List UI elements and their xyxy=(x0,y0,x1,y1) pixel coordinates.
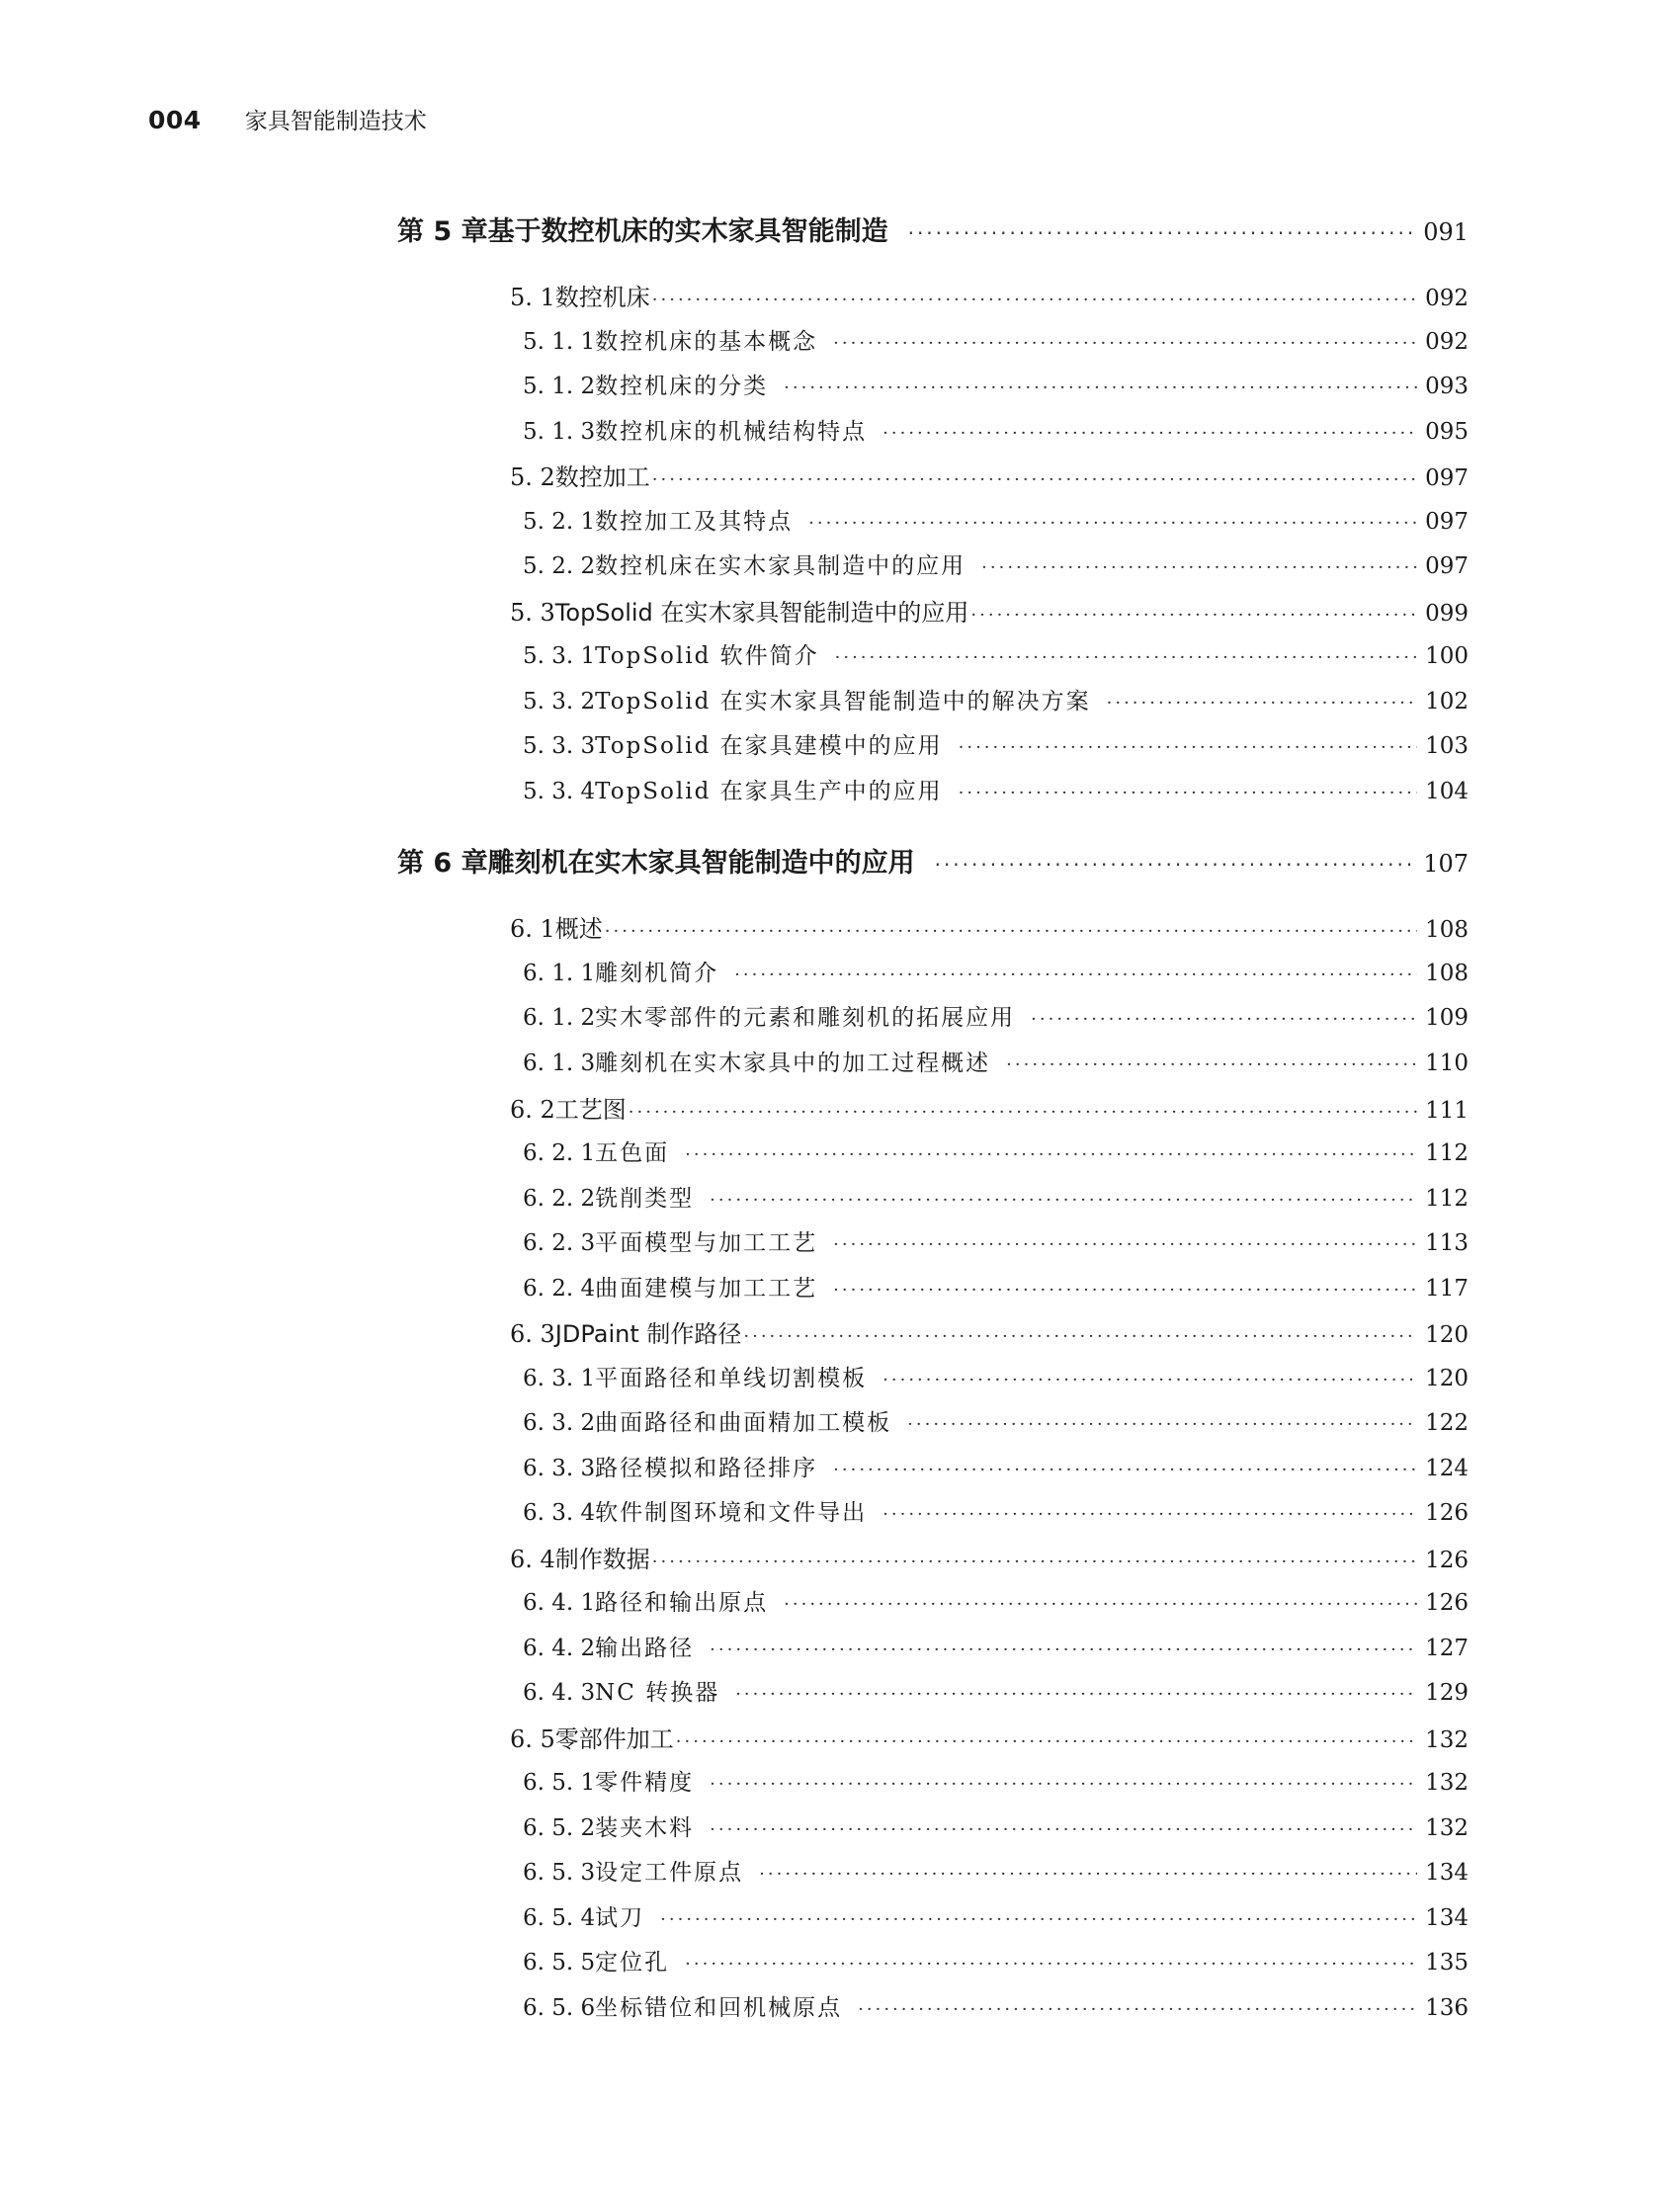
page-ref: 120 xyxy=(1425,1366,1469,1391)
section-title: 数控加工 xyxy=(554,463,650,491)
page-ref: 108 xyxy=(1425,917,1469,943)
toc-subsection-6-5-6[interactable] xyxy=(523,1989,1469,2022)
toc-subsection-5-1-3[interactable] xyxy=(523,413,1469,446)
running-header xyxy=(148,103,427,138)
page-ref: 120 xyxy=(1425,1322,1469,1348)
toc-subsection-5-2-1[interactable] xyxy=(523,503,1469,536)
chapter-title: 雕刻机在实木家具智能制造中的应用 xyxy=(487,848,915,879)
subsection-title: 输出路径 xyxy=(595,1636,695,1661)
toc-subsection-6-4-1[interactable] xyxy=(523,1584,1469,1617)
subsection-title: 路径和输出原点 xyxy=(595,1590,769,1616)
toc-subsection-6-5-5[interactable] xyxy=(523,1944,1469,1976)
subsection-title: TopSolid 在家具建模中的应用 xyxy=(595,733,943,759)
subsection-number: 6. 5. 6 xyxy=(523,1995,596,2021)
page-ref: 097 xyxy=(1425,509,1469,535)
dot-leader xyxy=(784,378,1417,398)
page-ref: 097 xyxy=(1425,553,1469,579)
page-ref: 109 xyxy=(1425,1005,1469,1031)
dot-leader xyxy=(710,1190,1417,1211)
subsection-number: 5. 1. 2 xyxy=(523,374,596,399)
toc-chapter-6[interactable] xyxy=(397,841,1469,880)
subsection-number: 6. 2. 3 xyxy=(523,1230,596,1256)
subsection-title: 软件制图环境和文件导出 xyxy=(595,1500,868,1526)
page-ref: 100 xyxy=(1425,643,1469,669)
dot-leader xyxy=(833,1234,1417,1255)
page-ref: 111 xyxy=(1425,1098,1469,1124)
book-title: 家具智能制造技术 xyxy=(244,109,427,134)
toc-subsection-6-4-3[interactable] xyxy=(523,1674,1469,1707)
page-ref: 134 xyxy=(1425,1905,1469,1931)
dot-leader xyxy=(652,1552,1417,1572)
subsection-number: 5. 3. 2 xyxy=(523,689,596,715)
page-ref: 097 xyxy=(1425,465,1469,491)
dot-leader xyxy=(833,1280,1417,1301)
subsection-number: 6. 1. 3 xyxy=(523,1051,596,1076)
page-ref: 093 xyxy=(1425,374,1469,399)
subsection-title: 实木零部件的元素和雕刻机的拓展应用 xyxy=(595,1005,1016,1031)
subsection-title: 曲面路径和曲面精加工模板 xyxy=(595,1410,892,1436)
subsection-title: 路径模拟和路径排序 xyxy=(595,1456,818,1481)
subsection-number: 6. 5. 5 xyxy=(523,1950,596,1976)
toc-subsection-6-5-4[interactable] xyxy=(523,1899,1469,1932)
section-number: 5. 1 xyxy=(510,284,555,311)
toc-section-6-5[interactable] xyxy=(510,1720,1469,1754)
section-title: TopSolid 在实木家具智能制造中的应用 xyxy=(554,599,969,627)
dot-leader xyxy=(759,1864,1417,1885)
dot-leader xyxy=(784,1594,1417,1615)
page-ref: 127 xyxy=(1425,1636,1469,1661)
chapter-number: 第 5 章 xyxy=(397,216,488,247)
toc-subsection-6-5-2[interactable] xyxy=(523,1809,1469,1842)
page-ref: 132 xyxy=(1425,1815,1469,1841)
toc-subsection-5-3-4[interactable] xyxy=(523,773,1469,805)
subsection-number: 6. 1. 1 xyxy=(523,961,596,986)
dot-leader xyxy=(970,605,1417,626)
page-ref: 126 xyxy=(1425,1500,1469,1526)
subsection-title: 曲面建模与加工工艺 xyxy=(595,1276,818,1302)
page-ref: 112 xyxy=(1425,1186,1469,1212)
dot-leader xyxy=(710,1819,1417,1840)
toc-subsection-6-5-1[interactable] xyxy=(523,1764,1469,1797)
toc-subsection-5-3-2[interactable] xyxy=(523,683,1469,715)
dot-leader xyxy=(882,1504,1417,1525)
subsection-title: 五色面 xyxy=(595,1140,670,1166)
toc-subsection-6-2-2[interactable] xyxy=(523,1180,1469,1213)
dot-leader xyxy=(959,783,1417,803)
subsection-title: NC 转换器 xyxy=(595,1680,720,1706)
subsection-title: TopSolid 软件简介 xyxy=(595,643,819,669)
toc-section-5-1[interactable] xyxy=(510,278,1469,312)
dot-leader xyxy=(833,333,1417,354)
toc-subsection-5-3-3[interactable] xyxy=(523,727,1469,760)
subsection-title: TopSolid 在家具生产中的应用 xyxy=(595,779,943,804)
page-ref: 135 xyxy=(1425,1950,1469,1976)
toc-subsection-6-1-1[interactable] xyxy=(523,955,1469,987)
subsection-number: 5. 3. 4 xyxy=(523,779,596,804)
subsection-title: 雕刻机在实木家具中的加工过程概述 xyxy=(595,1051,991,1076)
toc-subsection-6-4-2[interactable] xyxy=(523,1630,1469,1662)
page-ref: 129 xyxy=(1425,1680,1469,1706)
toc-subsection-6-3-4[interactable] xyxy=(523,1494,1469,1527)
page-ref: 110 xyxy=(1425,1051,1469,1076)
page-ref: 108 xyxy=(1425,961,1469,986)
toc-subsection-5-3-1[interactable] xyxy=(523,637,1469,670)
toc-subsection-6-5-3[interactable] xyxy=(523,1854,1469,1887)
subsection-title: 平面模型与加工工艺 xyxy=(595,1230,818,1256)
page-ref: 132 xyxy=(1425,1770,1469,1796)
chapter-title: 基于数控机床的实木家具智能制造 xyxy=(487,216,888,247)
section-title: 数控机床 xyxy=(554,284,650,311)
subsection-title: 数控机床的基本概念 xyxy=(595,329,818,355)
toc-subsection-6-3-2[interactable] xyxy=(523,1404,1469,1437)
subsection-title: 数控机床在实木家具制造中的应用 xyxy=(595,553,966,579)
toc-section-5-2[interactable] xyxy=(510,458,1469,492)
page-ref: 113 xyxy=(1425,1230,1469,1256)
dot-leader xyxy=(833,1460,1417,1480)
dot-leader xyxy=(882,423,1417,444)
dot-leader xyxy=(935,853,1416,877)
subsection-number: 6. 3. 2 xyxy=(523,1410,596,1436)
toc-section-6-3[interactable] xyxy=(510,1314,1469,1349)
toc-subsection-6-1-3[interactable] xyxy=(523,1045,1469,1077)
subsection-number: 6. 2. 2 xyxy=(523,1186,596,1212)
subsection-number: 6. 4. 1 xyxy=(523,1590,596,1616)
page-ref: 103 xyxy=(1425,733,1469,759)
toc-section-6-2[interactable] xyxy=(510,1090,1469,1125)
page-ref: 134 xyxy=(1425,1860,1469,1886)
dot-leader xyxy=(685,1144,1417,1165)
toc-chapter-5[interactable] xyxy=(397,210,1469,248)
subsection-number: 6. 5. 4 xyxy=(523,1905,596,1931)
dot-leader xyxy=(710,1640,1417,1660)
page-ref: 102 xyxy=(1425,689,1469,715)
subsection-number: 5. 2. 2 xyxy=(523,553,596,579)
dot-leader xyxy=(907,1414,1417,1435)
subsection-title: 装夹木料 xyxy=(595,1815,695,1841)
section-number: 6. 1 xyxy=(510,915,555,943)
subsection-number: 5. 2. 1 xyxy=(523,509,596,535)
page-ref: 104 xyxy=(1425,779,1469,804)
dot-leader xyxy=(959,737,1417,758)
subsection-number: 5. 1. 3 xyxy=(523,419,596,445)
dot-leader xyxy=(676,1731,1417,1752)
subsection-title: 试刀 xyxy=(595,1905,645,1931)
subsection-title: 数控加工及其特点 xyxy=(595,509,794,535)
toc-section-6-4[interactable] xyxy=(510,1540,1469,1574)
page-ref: 124 xyxy=(1425,1456,1469,1481)
dot-leader xyxy=(605,921,1417,942)
dot-leader xyxy=(743,1326,1417,1347)
toc-subsection-5-1-2[interactable] xyxy=(523,368,1469,400)
subsection-number: 6. 5. 3 xyxy=(523,1860,596,1886)
subsection-title: 零件精度 xyxy=(595,1770,695,1796)
subsection-number: 6. 2. 4 xyxy=(523,1276,596,1302)
toc-subsection-6-2-3[interactable] xyxy=(523,1224,1469,1257)
dot-leader xyxy=(808,513,1417,534)
page-ref: 126 xyxy=(1425,1590,1469,1616)
subsection-title: TopSolid 在实木家具智能制造中的解决方案 xyxy=(595,689,1091,715)
section-title: 工艺图 xyxy=(554,1096,627,1124)
subsection-title: 坐标错位和回机械原点 xyxy=(595,1995,843,2021)
dot-leader xyxy=(1006,1054,1417,1075)
dot-leader xyxy=(835,647,1417,668)
page-number: 004 xyxy=(148,106,202,134)
dot-leader xyxy=(685,1954,1417,1975)
toc-subsection-6-1-2[interactable] xyxy=(523,999,1469,1032)
dot-leader xyxy=(908,221,1416,245)
subsection-title: 设定工件原点 xyxy=(595,1860,744,1886)
toc-subsection-6-2-1[interactable] xyxy=(523,1135,1469,1167)
section-number: 6. 4 xyxy=(510,1546,555,1573)
section-number: 5. 2 xyxy=(510,463,555,491)
dot-leader xyxy=(1031,1009,1417,1030)
subsection-title: 平面路径和单线切割模板 xyxy=(595,1366,868,1391)
dot-leader xyxy=(1107,693,1417,714)
page-ref: 095 xyxy=(1425,419,1469,445)
dot-leader xyxy=(652,290,1417,310)
subsection-number: 5. 1. 1 xyxy=(523,329,596,355)
toc-subsection-5-1-1[interactable] xyxy=(523,323,1469,356)
chapter-number: 第 6 章 xyxy=(397,848,488,879)
page-ref: 126 xyxy=(1425,1548,1469,1573)
dot-leader xyxy=(981,557,1417,578)
subsection-number: 6. 4. 2 xyxy=(523,1636,596,1661)
section-number: 6. 2 xyxy=(510,1096,555,1124)
subsection-number: 5. 3. 1 xyxy=(523,643,596,669)
section-number: 6. 3 xyxy=(510,1320,555,1348)
page-ref: 112 xyxy=(1425,1140,1469,1166)
subsection-number: 6. 3. 1 xyxy=(523,1366,596,1391)
section-title: 制作数据 xyxy=(554,1546,650,1573)
section-number: 5. 3 xyxy=(510,599,555,627)
toc-subsection-6-3-1[interactable] xyxy=(523,1360,1469,1392)
page-ref: 117 xyxy=(1425,1276,1469,1302)
dot-leader xyxy=(735,1684,1417,1705)
dot-leader xyxy=(882,1370,1417,1390)
subsection-number: 6. 1. 2 xyxy=(523,1005,596,1031)
page-ref: 091 xyxy=(1423,218,1469,246)
subsection-title: 数控机床的分类 xyxy=(595,374,769,399)
dot-leader xyxy=(629,1102,1417,1123)
dot-leader xyxy=(660,1909,1417,1930)
subsection-title: 数控机床的机械结构特点 xyxy=(595,419,868,445)
subsection-number: 5. 3. 3 xyxy=(523,733,596,759)
dot-leader xyxy=(858,1999,1417,2020)
toc-subsection-6-3-3[interactable] xyxy=(523,1450,1469,1482)
section-title: 概述 xyxy=(554,915,603,943)
subsection-number: 6. 5. 2 xyxy=(523,1815,596,1841)
subsection-title: 定位孔 xyxy=(595,1950,670,1976)
section-number: 6. 5 xyxy=(510,1725,555,1753)
subsection-number: 6. 3. 4 xyxy=(523,1500,596,1526)
subsection-number: 6. 4. 3 xyxy=(523,1680,596,1706)
toc-subsection-5-2-2[interactable] xyxy=(523,547,1469,580)
subsection-number: 6. 2. 1 xyxy=(523,1140,596,1166)
page-ref: 092 xyxy=(1425,329,1469,355)
page-ref: 122 xyxy=(1425,1410,1469,1436)
page-ref: 092 xyxy=(1425,286,1469,311)
page-ref: 107 xyxy=(1423,850,1469,878)
dot-leader xyxy=(734,965,1417,985)
toc-section-6-1[interactable] xyxy=(510,909,1469,944)
subsection-number: 6. 5. 1 xyxy=(523,1770,596,1796)
toc-subsection-6-2-4[interactable] xyxy=(523,1270,1469,1303)
section-title: JDPaint 制作路径 xyxy=(554,1320,742,1348)
subsection-number: 6. 3. 3 xyxy=(523,1456,596,1481)
section-title: 零部件加工 xyxy=(554,1725,674,1753)
page-ref: 099 xyxy=(1425,601,1469,627)
page-ref: 132 xyxy=(1425,1727,1469,1753)
toc-section-5-3[interactable] xyxy=(510,593,1469,628)
dot-leader xyxy=(710,1774,1417,1795)
dot-leader xyxy=(652,469,1417,490)
subsection-title: 雕刻机简介 xyxy=(595,961,719,986)
page-ref: 136 xyxy=(1425,1995,1469,2021)
subsection-title: 铣削类型 xyxy=(595,1186,695,1212)
